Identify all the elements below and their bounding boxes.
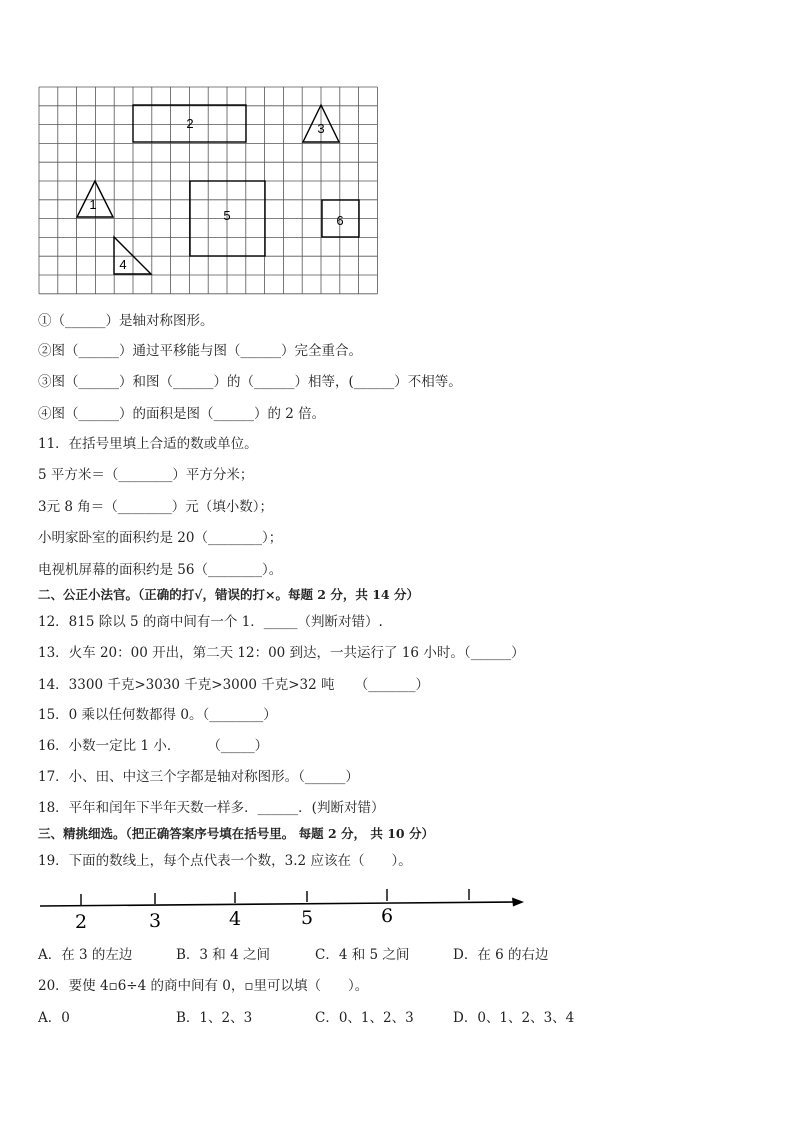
- q17: 17．小、田、中这三个字都是轴对称图形。（______）: [38, 769, 359, 785]
- grid-figure: [37, 85, 380, 295]
- q19: 19．下面的数线上，每个点代表一个数，3.2 应该在（ ）。: [38, 853, 412, 869]
- shape-label-4: 4: [119, 257, 127, 272]
- q10-part2: ②图（______）通过平移能与图（______）完全重合。: [38, 343, 362, 359]
- shape-4: [114, 237, 151, 274]
- q12: 12．815 除以 5 的商中间有一个 1．_____（判断对错）.: [38, 614, 383, 630]
- shape-label-5: 5: [223, 208, 231, 223]
- q13: 13．火车 20：00 开出，第二天 12：00 到达，一共运行了 16 小时。（______）: [38, 645, 525, 661]
- q19-option-c: C．4 和 5 之间: [315, 947, 410, 963]
- q14: 14．3300 千克>3030 千克>3000 千克>32 吨 （_______）: [38, 677, 430, 693]
- q20-option-b: B．1、2、3: [176, 1010, 253, 1026]
- q19-option-a: A．在 3 的左边: [38, 947, 133, 963]
- numberline-label-5: 5: [300, 907, 314, 929]
- numberline-label-6: 6: [380, 905, 394, 927]
- section3-heading: 三、精挑细选。（把正确答案序号填在括号里。 每题 2 分， 共 10 分）: [38, 826, 434, 841]
- section2-heading: 二、公正小法官。（正确的打√，错误的打×。每题 2 分，共 14 分）: [38, 587, 419, 602]
- numberline-label-2: 2: [74, 911, 88, 933]
- q10-part4: ④图（______）的面积是图（______）的 2 倍。: [38, 406, 326, 422]
- q15: 15．0 乘以任何数都得 0。（________）: [38, 707, 277, 723]
- shape-label-1: 1: [89, 197, 97, 212]
- shape-label-2: 2: [186, 116, 194, 131]
- q19-option-d: D．在 6 的右边: [453, 947, 549, 963]
- q18: 18．平年和闰年下半年天数一样多．______．(判断对错）: [38, 800, 385, 816]
- q10-part3: ③图（______）和图（______）的（______）相等，(______）不相等。: [38, 374, 462, 390]
- q11-title: 11．在括号里填上合适的数或单位。: [38, 436, 258, 452]
- number-line: [38, 884, 528, 934]
- q16: 16．小数一定比 1 小． （_____）: [38, 738, 269, 754]
- q20-option-d: D．0、1、2、3、4: [453, 1010, 575, 1026]
- q20-option-a: A．0: [38, 1010, 70, 1026]
- q11-item2: 3元 8 角＝（________）元（填小数）；: [38, 499, 274, 515]
- q10-part1: ①（______）是轴对称图形。: [38, 313, 214, 329]
- numberline-label-4: 4: [228, 908, 242, 930]
- shape-label-3: 3: [317, 121, 325, 136]
- q11-item3: 小明家卧室的面积约是 20（________）；: [38, 530, 283, 546]
- q19-option-b: B．3 和 4 之间: [176, 947, 270, 963]
- q20: 20．要使 4▫6÷4 的商中间有 0，▫里可以填（ ）。: [38, 978, 369, 994]
- q11-item1: 5 平方米＝（________）平方分米；: [38, 467, 254, 483]
- q20-option-c: C．0、1、2、3: [315, 1010, 414, 1026]
- numberline-label-3: 3: [148, 910, 162, 932]
- q11-item4: 电视机屏幕的面积约是 56（________）。: [38, 562, 283, 578]
- shape-label-6: 6: [336, 213, 344, 228]
